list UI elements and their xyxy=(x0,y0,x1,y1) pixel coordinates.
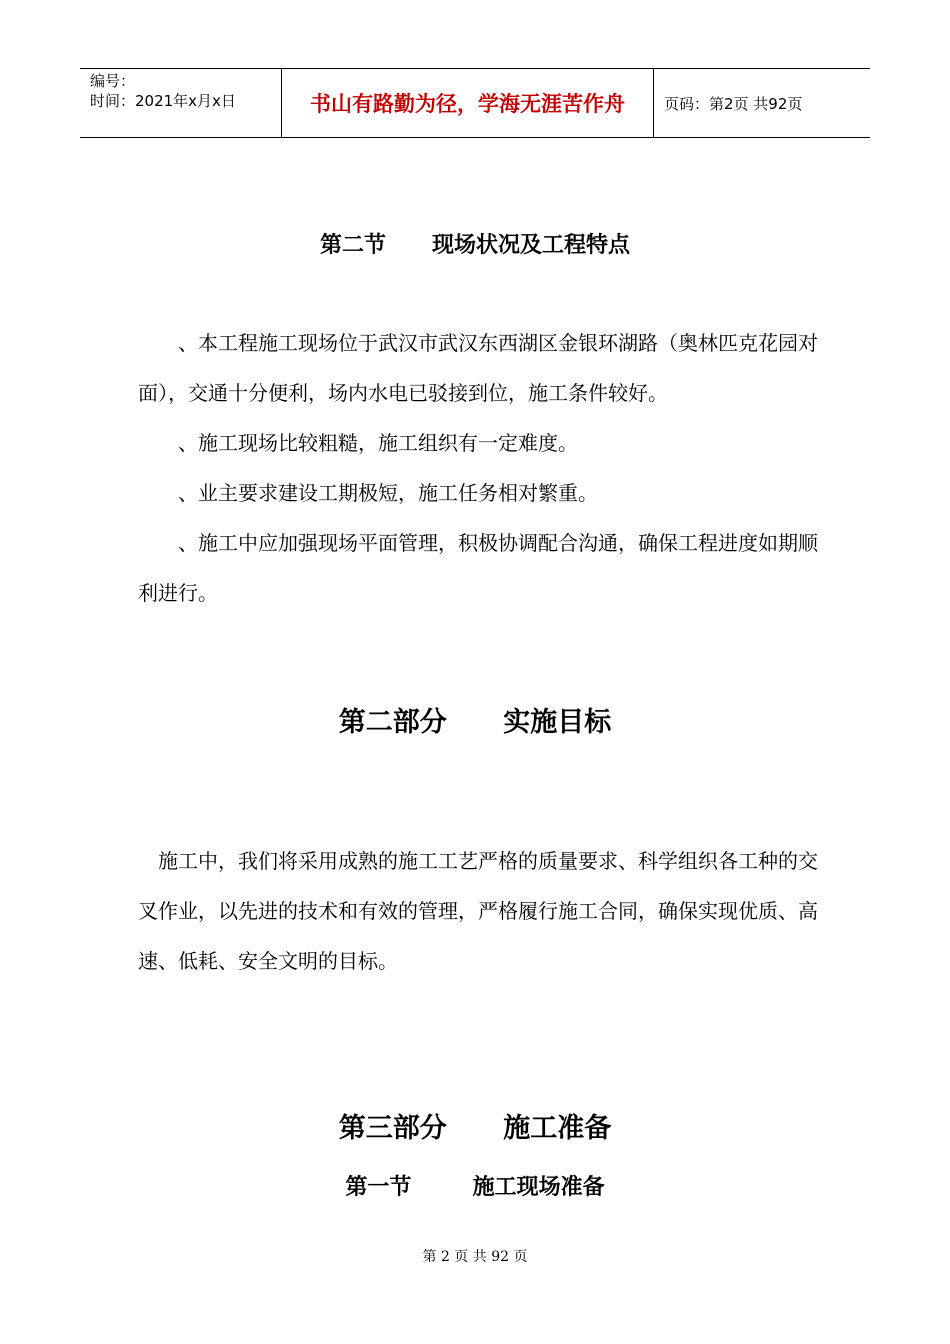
paragraph-site-rough: 、施工现场比较粗糙，施工组织有一定难度。 xyxy=(178,431,578,455)
header-page-info: 页码：第2页 共92页 xyxy=(664,94,803,113)
page-footer: 第 2 页 共 92 页 xyxy=(422,1249,528,1265)
page-header xyxy=(80,68,870,138)
section-heading-site-preparation: 第一节 施工现场准备 xyxy=(345,1175,605,1200)
paragraph-schedule: 、业主要求建设工期极短，施工任务相对繁重。 xyxy=(178,481,598,505)
section-heading-site-conditions: 第二节 现场状况及工程特点 xyxy=(320,233,630,258)
doc-date-label: 时间：2021年x月x日 xyxy=(90,92,236,110)
paragraph-site-location: 、本工程施工现场位于武汉市武汉东西湖区金银环湖路（奥林匹克花园对面），交通十分便利，场内水电已驳接到位，施工条件较好。 xyxy=(138,331,818,405)
part-heading-goals: 第二部分 实施目标 xyxy=(338,707,612,738)
header-motto: 书山有路勤为径，学海无涯苦作舟 xyxy=(281,69,654,137)
paragraph-goals: 施工中，我们将采用成熟的施工工艺严格的质量要求、科学组织各工种的交叉作业，以先进的技术和有效的管理，严格履行施工合同，确保实现优质、高速、低耗、安全文明的目标。 xyxy=(138,849,818,973)
header-meta xyxy=(80,69,281,137)
part-heading-preparation: 第三部分 施工准备 xyxy=(338,1113,612,1144)
paragraph-management: 、施工中应加强现场平面管理，积极协调配合沟通，确保工程进度如期顺利进行。 xyxy=(138,531,818,605)
doc-number-label: 编号： xyxy=(90,72,136,90)
